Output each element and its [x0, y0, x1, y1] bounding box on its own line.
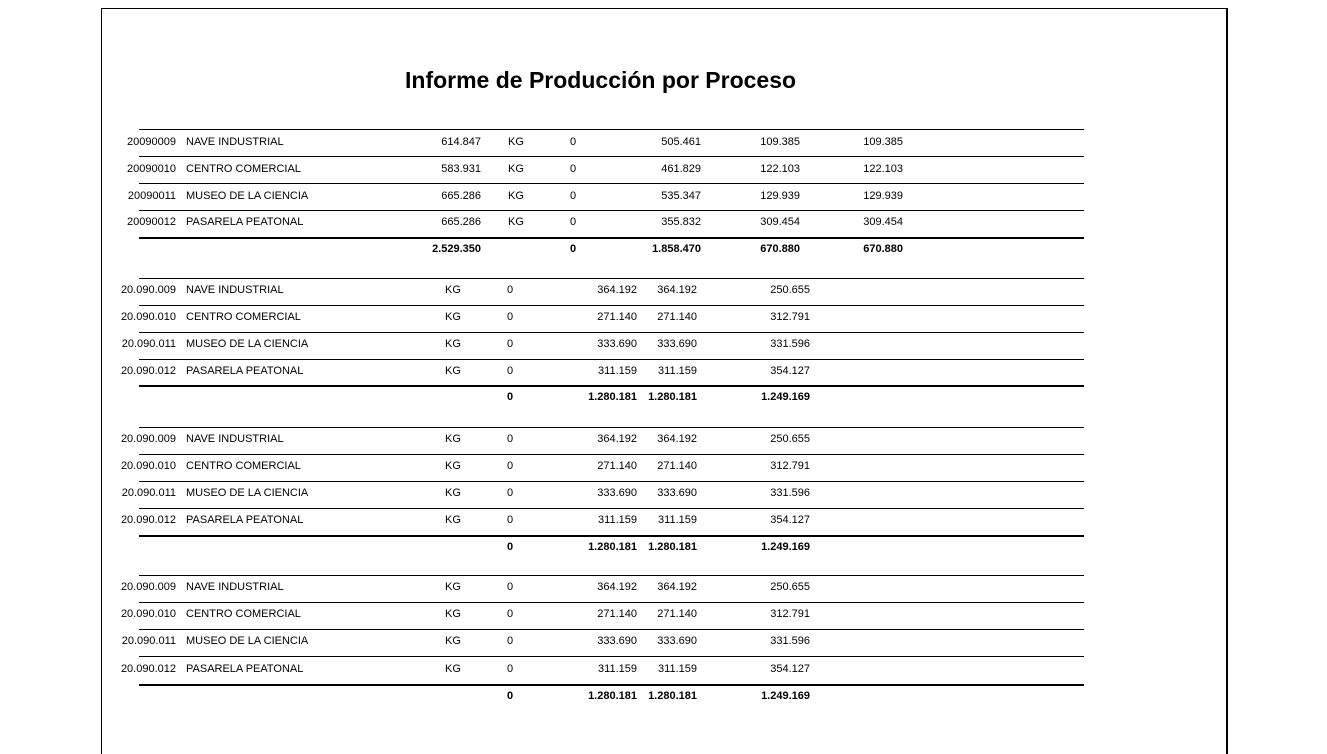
row-zero: 0	[570, 216, 577, 228]
row-unit: KG	[445, 284, 461, 296]
row-unit: KG	[445, 608, 461, 620]
row-divider	[139, 183, 1084, 184]
row-code: 20.090.011	[121, 338, 176, 350]
row-value-a: 271.140	[597, 608, 637, 620]
row-divider	[139, 332, 1084, 333]
row-zero: 0	[507, 284, 514, 296]
total-value-c: 670.880	[863, 243, 903, 255]
row-value-a: 333.690	[597, 487, 637, 499]
total-zero: 0	[507, 690, 514, 702]
row-unit: KG	[445, 365, 461, 377]
row-value-a: 271.140	[597, 311, 637, 323]
row-value-c: 312.791	[770, 311, 810, 323]
row-value-a: 364.192	[597, 433, 637, 445]
total-value-c: 1.249.169	[761, 541, 810, 553]
total-value-a: 1.280.181	[588, 541, 637, 553]
row-unit: KG	[445, 433, 461, 445]
row-value-b: 333.690	[657, 487, 697, 499]
row-name: NAVE INDUSTRIAL	[186, 581, 284, 593]
row-value-a: 364.192	[597, 284, 637, 296]
total-value-a: 1.280.181	[588, 690, 637, 702]
row-unit: KG	[445, 663, 461, 675]
row-code: 20.090.012	[120, 365, 176, 377]
total-value-b: 670.880	[760, 243, 800, 255]
row-divider	[139, 656, 1084, 657]
row-value-c: 250.655	[770, 284, 810, 296]
row-value-b: 333.690	[657, 635, 697, 647]
row-unit: KG	[445, 311, 461, 323]
row-name: CENTRO COMERCIAL	[186, 311, 301, 323]
row-divider	[139, 210, 1084, 211]
row-zero: 0	[507, 514, 514, 526]
row-value-a: 311.159	[598, 365, 637, 377]
row-code: 20.090.009	[120, 581, 176, 593]
row-code: 20090009	[127, 136, 176, 148]
row-name: MUSEO DE LA CIENCIA	[186, 635, 309, 647]
row-divider	[139, 508, 1084, 509]
row-value-b: 364.192	[657, 284, 697, 296]
row-code: 20.090.009	[120, 284, 176, 296]
row-value-c: 354.127	[770, 514, 810, 526]
row-name: NAVE INDUSTRIAL	[186, 284, 284, 296]
row-value-c: 312.791	[770, 460, 810, 472]
row-value-b: 364.192	[657, 581, 697, 593]
row-value-c: 312.791	[770, 608, 810, 620]
row-value-a: 355.832	[661, 216, 701, 228]
report-title: Informe de Producción por Proceso	[405, 67, 797, 93]
row-unit: KG	[508, 190, 524, 202]
row-zero: 0	[507, 487, 514, 499]
row-value-c: 331.596	[770, 635, 810, 647]
row-value-a: 333.690	[597, 635, 637, 647]
row-name: PASARELA PEATONAL	[186, 663, 304, 675]
row-value-b: 311.159	[658, 663, 697, 675]
row-zero: 0	[570, 136, 577, 148]
row-zero: 0	[507, 311, 514, 323]
row-code: 20.090.010	[120, 311, 176, 323]
row-code: 20.090.009	[120, 433, 176, 445]
row-divider	[139, 359, 1084, 360]
row-value-b: 333.690	[657, 338, 697, 350]
row-value-a: 333.690	[597, 338, 637, 350]
row-zero: 0	[507, 581, 514, 593]
row-name: PASARELA PEATONAL	[186, 365, 304, 377]
row-unit: KG	[445, 460, 461, 472]
total-divider	[139, 237, 1084, 239]
row-value-c: 122.103	[863, 163, 903, 175]
row-value-a: 461.829	[661, 163, 701, 175]
row-value-a: 535.347	[661, 190, 701, 202]
row-name: NAVE INDUSTRIAL	[186, 433, 284, 445]
row-value-c: 354.127	[770, 663, 810, 675]
total-qty: 2.529.350	[432, 243, 481, 255]
row-code: 20.090.010	[120, 460, 176, 472]
total-value-b: 1.280.181	[648, 391, 697, 403]
row-zero: 0	[507, 365, 514, 377]
row-divider	[139, 278, 1084, 279]
row-unit: KG	[445, 635, 461, 647]
total-zero: 0	[570, 243, 577, 255]
row-unit: KG	[445, 338, 461, 350]
row-value-b: 311.159	[658, 514, 697, 526]
row-divider	[139, 629, 1084, 630]
row-qty: 665.286	[441, 190, 481, 202]
row-code: 20090011	[127, 190, 176, 202]
row-value-c: 109.385	[863, 136, 903, 148]
row-value-a: 505.461	[661, 136, 701, 148]
row-code: 20.090.011	[121, 635, 176, 647]
row-name: PASARELA PEATONAL	[186, 514, 304, 526]
row-unit: KG	[445, 581, 461, 593]
row-name: PASARELA PEATONAL	[186, 216, 304, 228]
row-value-b: 129.939	[760, 190, 800, 202]
row-zero: 0	[570, 163, 577, 175]
row-value-b: 271.140	[657, 608, 697, 620]
row-name: MUSEO DE LA CIENCIA	[186, 487, 309, 499]
row-value-c: 250.655	[770, 581, 810, 593]
row-value-b: 122.103	[760, 163, 800, 175]
row-unit: KG	[445, 487, 461, 499]
row-value-b: 309.454	[760, 216, 800, 228]
row-divider	[139, 156, 1084, 157]
row-value-c: 309.454	[863, 216, 903, 228]
row-value-c: 354.127	[770, 365, 810, 377]
row-qty: 614.847	[441, 136, 481, 148]
row-value-c: 250.655	[770, 433, 810, 445]
row-divider	[139, 481, 1084, 482]
row-value-c: 129.939	[863, 190, 903, 202]
row-zero: 0	[507, 460, 514, 472]
total-divider	[139, 684, 1084, 686]
total-value-a: 1.858.470	[652, 243, 701, 255]
row-value-b: 311.159	[658, 365, 697, 377]
total-zero: 0	[507, 541, 514, 553]
row-qty: 665.286	[441, 216, 481, 228]
total-value-c: 1.249.169	[761, 391, 810, 403]
row-value-b: 109.385	[760, 136, 800, 148]
row-unit: KG	[508, 136, 524, 148]
row-value-b: 271.140	[657, 460, 697, 472]
row-zero: 0	[507, 663, 514, 675]
total-value-b: 1.280.181	[648, 690, 697, 702]
total-value-b: 1.280.181	[648, 541, 697, 553]
row-value-a: 364.192	[597, 581, 637, 593]
row-divider	[139, 454, 1084, 455]
row-zero: 0	[570, 190, 577, 202]
row-code: 20.090.011	[121, 487, 176, 499]
row-unit: KG	[508, 216, 524, 228]
row-divider	[139, 129, 1084, 130]
row-value-b: 271.140	[657, 311, 697, 323]
row-code: 20090012	[127, 216, 176, 228]
total-zero: 0	[507, 391, 514, 403]
row-value-a: 311.159	[598, 663, 637, 675]
row-name: NAVE INDUSTRIAL	[186, 136, 284, 148]
total-divider	[139, 535, 1084, 537]
row-zero: 0	[507, 635, 514, 647]
row-zero: 0	[507, 433, 514, 445]
row-value-c: 331.596	[770, 338, 810, 350]
row-value-c: 331.596	[770, 487, 810, 499]
total-value-a: 1.280.181	[588, 391, 637, 403]
row-value-b: 364.192	[657, 433, 697, 445]
row-unit: KG	[445, 514, 461, 526]
row-qty: 583.931	[441, 163, 481, 175]
row-code: 20.090.010	[120, 608, 176, 620]
row-divider	[139, 575, 1084, 576]
row-name: MUSEO DE LA CIENCIA	[186, 190, 309, 202]
total-divider	[139, 385, 1084, 387]
row-divider	[139, 305, 1084, 306]
row-name: MUSEO DE LA CIENCIA	[186, 338, 309, 350]
row-divider	[139, 602, 1084, 603]
row-code: 20090010	[127, 163, 176, 175]
row-value-a: 311.159	[598, 514, 637, 526]
row-unit: KG	[508, 163, 524, 175]
row-code: 20.090.012	[120, 514, 176, 526]
row-name: CENTRO COMERCIAL	[186, 163, 301, 175]
row-zero: 0	[507, 608, 514, 620]
row-zero: 0	[507, 338, 514, 350]
row-code: 20.090.012	[120, 663, 176, 675]
row-name: CENTRO COMERCIAL	[186, 608, 301, 620]
row-name: CENTRO COMERCIAL	[186, 460, 301, 472]
row-value-a: 271.140	[597, 460, 637, 472]
total-value-c: 1.249.169	[761, 690, 810, 702]
row-divider	[139, 427, 1084, 428]
